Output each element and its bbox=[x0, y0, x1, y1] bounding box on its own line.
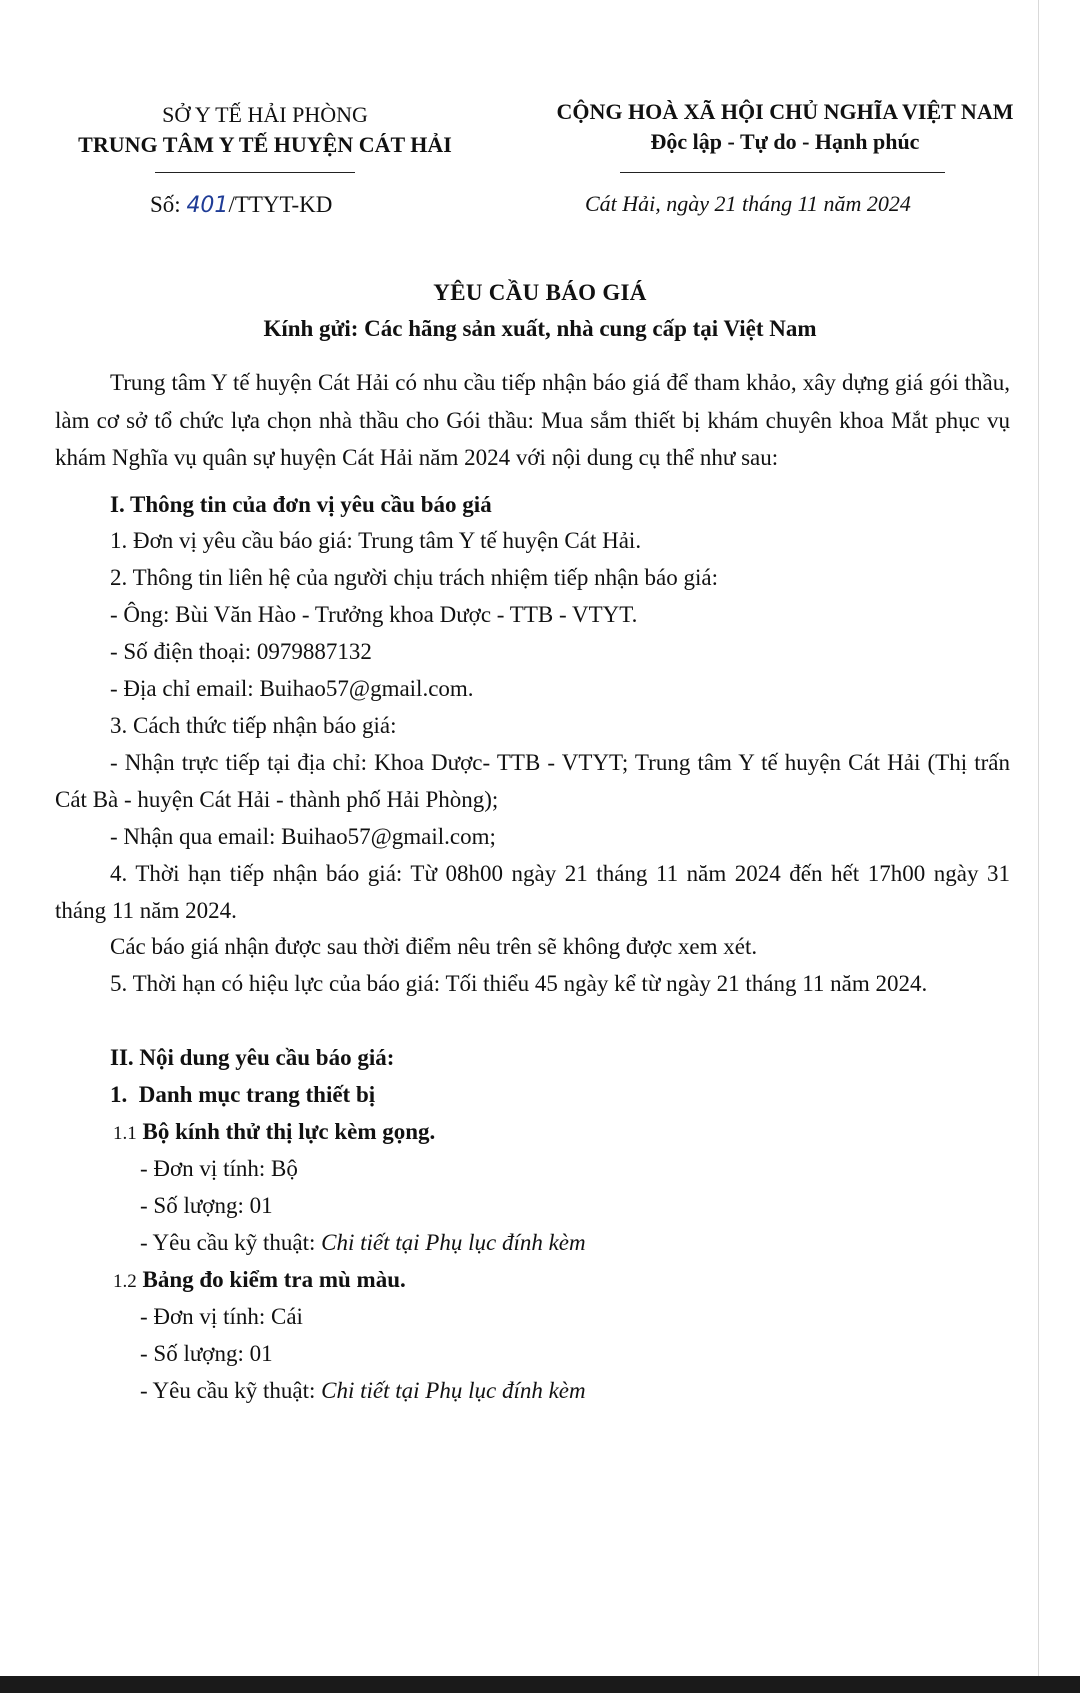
contact-phone: - Số điện thoại: 0979887132 bbox=[110, 639, 372, 664]
contact-email: - Địa chỉ email: Buihao57@gmail.com. bbox=[110, 676, 474, 701]
scan-bottom-band bbox=[0, 1676, 1080, 1693]
receipt-method-heading: 3. Cách thức tiếp nhận báo giá: bbox=[110, 713, 397, 738]
item-1-unit: - Đơn vị tính: Bộ bbox=[140, 1156, 298, 1181]
item-1-quantity: - Số lượng: 01 bbox=[140, 1193, 273, 1218]
country-name: CỘNG HOÀ XÃ HỘI CHỦ NGHĨA VIỆT NAM bbox=[556, 99, 1014, 124]
receipt-direct-address: - Nhận trực tiếp tại địa chỉ: Khoa Dược- TTB - VTYT; Trung tâm Y tế huyện Cát Hải (Thị trấn Cát Bà - huyện Cát Hải - thành phố Hải Phòng); bbox=[55, 750, 1010, 812]
national-motto: Độc lập - Tự do - Hạnh phúc bbox=[650, 129, 920, 154]
item-2-requirements-label: - Yêu cầu kỹ thuật: bbox=[140, 1378, 322, 1403]
item-2-unit: - Đơn vị tính: Cái bbox=[140, 1304, 303, 1329]
receipt-via-email: - Nhận qua email: Buihao57@gmail.com; bbox=[110, 824, 496, 849]
header-left-rule bbox=[155, 172, 355, 173]
late-quote-note: Các báo giá nhận được sau thời điểm nêu trên sẽ không được xem xét. bbox=[110, 934, 758, 959]
scan-edge-line bbox=[1038, 0, 1039, 1693]
item-2-requirements-value: Chi tiết tại Phụ lục đính kèm bbox=[321, 1378, 586, 1403]
item-1-name: Bộ kính thử thị lực kèm gọng. bbox=[142, 1119, 436, 1144]
contact-info-heading: 2. Thông tin liên hệ của người chịu trách nhiệm tiếp nhận báo giá: bbox=[110, 565, 718, 590]
quote-validity: 5. Thời hạn có hiệu lực của báo giá: Tối thiểu 45 ngày kể từ ngày 21 tháng 11 năm 2024. bbox=[110, 971, 928, 996]
item-1-title bbox=[113, 1117, 435, 1149]
requester-unit: 1. Đơn vị yêu cầu báo giá: Trung tâm Y tế huyện Cát Hải. bbox=[110, 528, 642, 553]
item-1-requirements-label: - Yêu cầu kỹ thuật: bbox=[140, 1230, 322, 1255]
document-number bbox=[150, 190, 332, 221]
item-2-quantity: - Số lượng: 01 bbox=[140, 1341, 273, 1366]
addressee-line: Kính gửi: Các hãng sản xuất, nhà cung cấp tại Việt Nam bbox=[263, 316, 817, 341]
receipt-deadline: 4. Thời hạn tiếp nhận báo giá: Từ 08h00 ngày 21 tháng 11 năm 2024 đến hết 17h00 ngày 31 tháng 11 năm 2024. bbox=[55, 861, 1010, 923]
item-1-requirements-value: Chi tiết tại Phụ lục đính kèm bbox=[321, 1230, 586, 1255]
issuing-organization bbox=[50, 100, 480, 160]
place-and-date: Cát Hải, ngày 21 tháng 11 năm 2024 bbox=[585, 191, 911, 216]
item-1-number: 1.1 bbox=[113, 1123, 137, 1144]
header-right-rule bbox=[620, 172, 945, 173]
contact-person: - Ông: Bùi Văn Hào - Trưởng khoa Dược - TTB - VTYT. bbox=[110, 602, 638, 627]
item-2-name: Bảng đo kiểm tra mù màu. bbox=[142, 1267, 406, 1292]
parent-organization: SỞ Y TẾ HẢI PHÒNG bbox=[162, 102, 368, 127]
document-number-prefix: Số: bbox=[150, 192, 187, 217]
document-title: YÊU CẦU BÁO GIÁ bbox=[433, 280, 647, 305]
item-2-title bbox=[113, 1265, 406, 1297]
national-heading bbox=[505, 97, 1065, 157]
document-number-suffix: /TTYT-KD bbox=[228, 192, 333, 217]
item-2-number: 1.2 bbox=[113, 1271, 137, 1292]
item-1-requirements bbox=[140, 1228, 586, 1258]
section-1-heading: I. Thông tin của đơn vị yêu cầu báo giá bbox=[110, 492, 492, 517]
handwritten-number: 401 bbox=[186, 193, 229, 218]
intro-paragraph: Trung tâm Y tế huyện Cát Hải có nhu cầu tiếp nhận báo giá để tham khảo, xây dựng giá gói thầu, làm cơ sở tổ chức lựa chọn nhà thầu cho Gói thầu: Mua sắm thiết bị khám chuyên khoa Mắt phục vụ khám Nghĩa vụ quân sự huyện Cát Hải năm 2024 với nội dung cụ thể như sau: bbox=[55, 370, 1010, 471]
item-2-requirements bbox=[140, 1376, 586, 1406]
organization-name: TRUNG TÂM Y TẾ HUYỆN CÁT HẢI bbox=[78, 132, 452, 157]
section-2-heading: II. Nội dung yêu cầu báo giá: bbox=[110, 1045, 395, 1070]
equipment-list-heading: 1. Danh mục trang thiết bị bbox=[110, 1082, 376, 1107]
